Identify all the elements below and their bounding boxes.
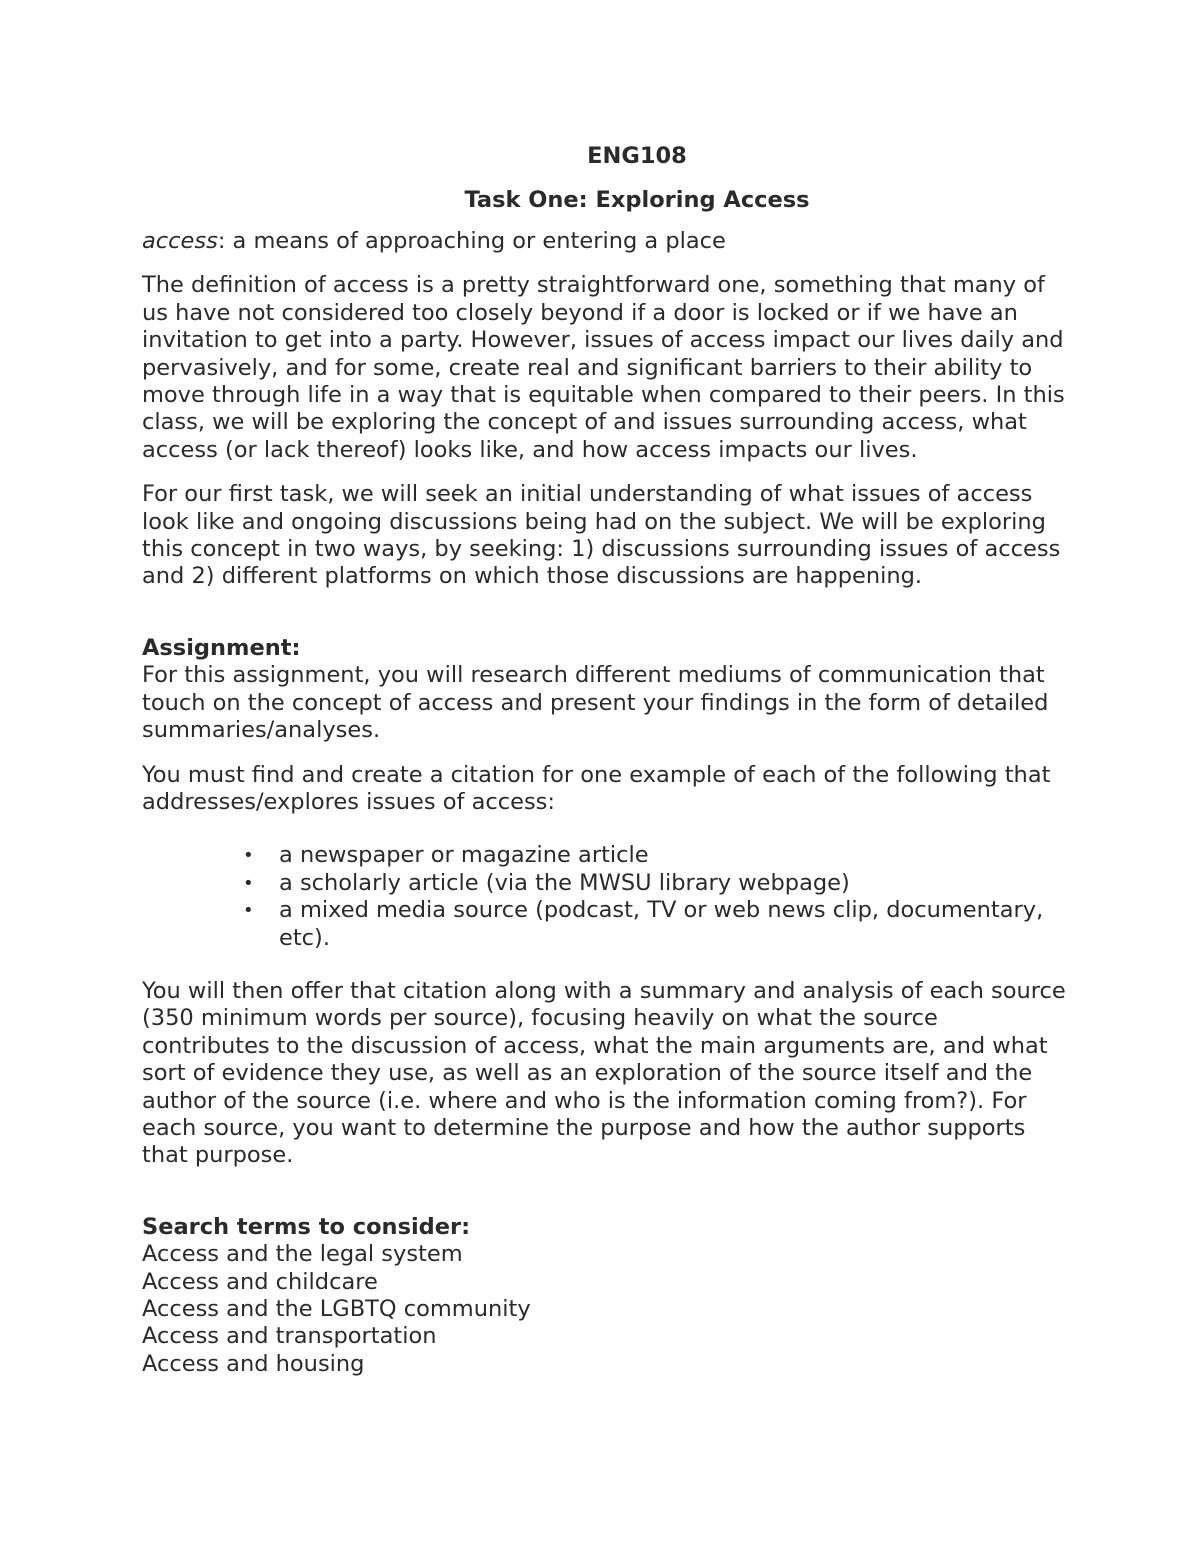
- assignment-details: You will then offer that citation along with a summary and analysis of each source (350 minimum words per source), focusing heavily on what the source contributes to the discussion of access, what the main arguments are, and what sort of evidence they use, as well as an exploration of the source itself and the author of the source (i.e. where and who is the information coming from?). For each source, you want to determine the purpose and how the author supports that purpose.: [142, 977, 1066, 1169]
- bullet-icon: •: [243, 872, 254, 894]
- search-terms-heading: Search terms to consider:: [142, 1213, 471, 1240]
- search-terms-list: [142, 1241, 1072, 1378]
- list-item: [243, 842, 1072, 869]
- list-item: Access and childcare: [142, 1268, 378, 1295]
- bullet-icon: •: [243, 845, 254, 867]
- source-type-list: [142, 842, 1072, 952]
- first-task-paragraph: For our first task, we will seek an initial understanding of what issues of access look like and ongoing discussions being had on the subject. We will be exploring this concept in two ways, by seeking: 1) discussions surrounding issues of access and 2) different platforms on which those discussions are happening.: [142, 481, 1061, 590]
- list-item: Access and housing: [142, 1350, 365, 1377]
- list-item-text: a scholarly article (via the MWSU library webpage): [279, 869, 850, 896]
- definition-text: : a means of approaching or entering a place: [217, 228, 726, 254]
- assignment-heading: Assignment:: [142, 634, 301, 661]
- assignment-intro: For this assignment, you will research different mediums of communication that touch on the concept of access and present your findings in the form of detailed summaries/analyses.: [142, 662, 1049, 744]
- assignment-requirement: You must find and create a citation for one example of each of the following that addresses/explores issues of access:: [142, 761, 1051, 815]
- document-content: [142, 140, 1072, 1378]
- list-item: [243, 869, 1072, 897]
- bullet-icon: •: [243, 900, 254, 922]
- list-item: [243, 897, 1072, 952]
- definition: [142, 228, 1072, 255]
- list-item-text: a mixed media source (podcast, TV or web news clip, documentary, etc).: [279, 897, 1044, 951]
- course-code: ENG108: [587, 143, 687, 169]
- intro-paragraph: The definition of access is a pretty straightforward one, something that many of us have not considered too closely beyond if a door is locked or if we have an invitation to get into a party. However, issues of access impact our lives daily and pervasively, and for some, create real and significant barriers to their ability to move through life in a way that is equitable when compared to their peers. In this class, we will be exploring the concept of and issues surrounding access, what access (or lack thereof) looks like, and how access impacts our lives.: [142, 272, 1065, 463]
- list-item: Access and the legal system: [142, 1241, 463, 1268]
- list-item: Access and the LGBTQ community: [142, 1296, 531, 1322]
- definition-term: access: [142, 228, 218, 254]
- task-title: Task One: Exploring Access: [464, 187, 810, 213]
- list-item-text: a newspaper or magazine article: [279, 842, 649, 869]
- list-item: Access and transportation: [142, 1323, 437, 1350]
